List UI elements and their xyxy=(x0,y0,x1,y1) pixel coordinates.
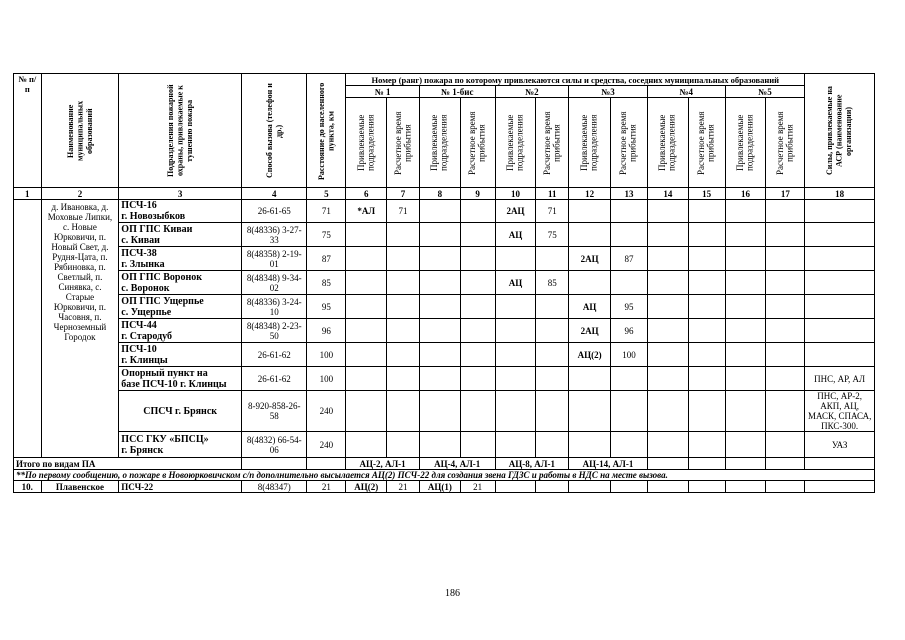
time-cell xyxy=(460,367,495,391)
last-row-phone: 8(48347) xyxy=(242,481,307,493)
unit-location: базе ПСЧ-10 г. Клинцы xyxy=(121,378,227,390)
forces-cell xyxy=(346,367,387,391)
time-cell xyxy=(688,295,725,319)
unit-cell xyxy=(119,432,242,458)
sub-time: Расчетное время прибытия xyxy=(536,98,569,188)
forces-cell xyxy=(419,200,460,223)
table-row xyxy=(14,247,875,271)
time-cell xyxy=(460,432,495,458)
unit-cell xyxy=(119,367,242,391)
table-row xyxy=(14,200,875,223)
unit-cell xyxy=(119,391,242,432)
col-number: 12 xyxy=(569,188,611,200)
forces-cell xyxy=(346,391,387,432)
forces-cell xyxy=(495,343,536,367)
asr-cell xyxy=(805,223,875,247)
last-row-num: 10. xyxy=(14,481,42,493)
note-row xyxy=(14,470,875,481)
table-row xyxy=(14,432,875,458)
forces-cell: *АЛ xyxy=(346,200,387,223)
distance-cell: 71 xyxy=(307,200,346,223)
time-cell xyxy=(766,319,805,343)
column-number-row xyxy=(14,188,875,200)
forces-cell xyxy=(495,432,536,458)
rank-5: №5 xyxy=(725,86,805,98)
sub-units: Привлекаемые подразделения xyxy=(725,98,766,188)
forces-cell xyxy=(419,343,460,367)
col-number: 9 xyxy=(460,188,495,200)
last-row-r1bis-time: 21 xyxy=(460,481,495,493)
unit-name: ПСЧ-16 xyxy=(121,200,157,211)
forces-cell xyxy=(419,271,460,295)
totals-row xyxy=(14,458,875,470)
header-units: Подразделения пожарной охраны, привлекаемые к тушению пожара xyxy=(119,74,242,188)
time-cell: 71 xyxy=(387,200,420,223)
phone-cell: 8(48336) 3-27-33 xyxy=(242,223,307,247)
sub-units: Привлекаемые подразделения xyxy=(647,98,688,188)
forces-cell xyxy=(647,391,688,432)
forces-cell xyxy=(725,319,766,343)
forces-cell xyxy=(647,200,688,223)
unit-name: СПСЧ г. Брянск xyxy=(143,405,218,417)
header-municipalities: Наименование муниципальных образований xyxy=(41,74,119,188)
asr-cell xyxy=(805,200,875,223)
forces-cell: 2АЦ xyxy=(569,247,611,271)
time-cell xyxy=(766,223,805,247)
last-row-r1bis: АЦ(1) xyxy=(419,481,460,493)
phone-cell: 8-920-858-26-58 xyxy=(242,391,307,432)
forces-cell xyxy=(495,247,536,271)
rank-4: №4 xyxy=(647,86,725,98)
forces-cell: АЦ xyxy=(569,295,611,319)
last-row-unit: ПСЧ-22 xyxy=(119,481,242,493)
forces-cell xyxy=(569,391,611,432)
totals-rank-2: АЦ-8, АЛ-1 xyxy=(495,458,569,470)
col-number: 3 xyxy=(119,188,242,200)
forces-cell xyxy=(569,432,611,458)
table-row xyxy=(14,271,875,295)
sub-units: Привлекаемые подразделения xyxy=(495,98,536,188)
forces-cell xyxy=(346,271,387,295)
unit-location: г. Новозыбков xyxy=(121,211,186,222)
last-row-r1: АЦ(2) xyxy=(346,481,387,493)
phone-cell: 8(48336) 3-24-10 xyxy=(242,295,307,319)
forces-cell xyxy=(569,200,611,223)
forces-cell xyxy=(419,432,460,458)
time-cell: 71 xyxy=(536,200,569,223)
unit-cell xyxy=(119,343,242,367)
col-number: 13 xyxy=(611,188,648,200)
time-cell xyxy=(387,223,420,247)
time-cell xyxy=(766,271,805,295)
forces-cell xyxy=(569,271,611,295)
time-cell xyxy=(536,295,569,319)
forces-cell xyxy=(346,295,387,319)
time-cell xyxy=(766,367,805,391)
forces-cell xyxy=(647,271,688,295)
forces-cell xyxy=(725,295,766,319)
table-row xyxy=(14,223,875,247)
table-row xyxy=(14,343,875,367)
unit-cell xyxy=(119,223,242,247)
forces-cell xyxy=(569,223,611,247)
phone-cell: 8(48348) 9-34-02 xyxy=(242,271,307,295)
sub-time: Расчетное время прибытия xyxy=(460,98,495,188)
rank-3: №3 xyxy=(569,86,648,98)
distance-cell: 100 xyxy=(307,367,346,391)
time-cell xyxy=(387,391,420,432)
time-cell xyxy=(387,295,420,319)
unit-name: ПСЧ-44 xyxy=(121,319,157,331)
distance-cell: 75 xyxy=(307,223,346,247)
time-cell xyxy=(611,223,648,247)
time-cell xyxy=(688,223,725,247)
fire-forces-table xyxy=(13,73,875,493)
forces-cell: 2АЦ xyxy=(495,200,536,223)
distance-cell: 240 xyxy=(307,391,346,432)
forces-cell xyxy=(346,432,387,458)
time-cell: 96 xyxy=(611,319,648,343)
phone-cell: 26-61-65 xyxy=(242,200,307,223)
forces-cell xyxy=(495,391,536,432)
asr-cell xyxy=(805,247,875,271)
asr-cell: ПНС, АР-2, АКП, АЦ, МАСК, СПАСА, ПКС-300. xyxy=(805,391,875,432)
asr-cell xyxy=(805,343,875,367)
sub-time: Расчетное время прибытия xyxy=(387,98,420,188)
header-fire-rank: Номер (ранг) пожара по которому привлекаются силы и средства, соседних муниципальных образований xyxy=(346,74,805,86)
time-cell xyxy=(766,432,805,458)
time-cell: 100 xyxy=(611,343,648,367)
last-row-dist: 21 xyxy=(307,481,346,493)
time-cell xyxy=(611,271,648,295)
col-number: 11 xyxy=(536,188,569,200)
forces-cell xyxy=(725,247,766,271)
time-cell: 95 xyxy=(611,295,648,319)
time-cell xyxy=(387,271,420,295)
time-cell xyxy=(766,391,805,432)
phone-cell: 26-61-62 xyxy=(242,367,307,391)
forces-cell xyxy=(725,432,766,458)
note-text: **По первому сообщению, о пожаре в Новоюрковичском с/п дополнительно высылается АЦ(2) ПСЧ-22 для создания звена ГДЗС и работы в НДС на месте вызова. xyxy=(14,470,875,481)
unit-name: Опорный пункт на xyxy=(121,367,208,379)
asr-cell: ПНС, АР, АЛ xyxy=(805,367,875,391)
unit-location: г. Злынка xyxy=(121,258,165,270)
distance-cell: 87 xyxy=(307,247,346,271)
sub-time: Расчетное время прибытия xyxy=(611,98,648,188)
time-cell xyxy=(688,391,725,432)
time-cell xyxy=(387,319,420,343)
totals-rank-1: АЦ-2, АЛ-1 xyxy=(346,458,420,470)
time-cell xyxy=(688,200,725,223)
time-cell xyxy=(387,367,420,391)
time-cell xyxy=(387,247,420,271)
forces-cell xyxy=(569,367,611,391)
header-distance: Расстояние до населенного пункта, км xyxy=(307,74,346,188)
totals-rank-1-bis: АЦ-4, АЛ-1 xyxy=(419,458,495,470)
time-cell xyxy=(766,343,805,367)
settlements-list: д. Ивановка, д. Моховые Липки, с. Новые Юрковичи, п. Новый Свет, д. Рудня-Цата, п. Рябиновка, п. Светлый, п. Синявка, с. Старые Юрковичи, п. Часовня, п. Черноземный Городок xyxy=(41,200,119,458)
time-cell xyxy=(766,247,805,271)
forces-cell: 2АЦ xyxy=(569,319,611,343)
time-cell xyxy=(688,247,725,271)
sub-time: Расчетное время прибытия xyxy=(766,98,805,188)
unit-location: г. Клинцы xyxy=(121,354,168,366)
time-cell xyxy=(460,295,495,319)
unit-cell xyxy=(119,271,242,295)
time-cell xyxy=(460,247,495,271)
forces-cell: АЦ(2) xyxy=(569,343,611,367)
distance-cell: 95 xyxy=(307,295,346,319)
forces-cell xyxy=(495,367,536,391)
table-row xyxy=(14,367,875,391)
forces-cell xyxy=(346,223,387,247)
col-number: 4 xyxy=(242,188,307,200)
col-number: 8 xyxy=(419,188,460,200)
col-number: 18 xyxy=(805,188,875,200)
forces-cell: АЦ xyxy=(495,271,536,295)
col-number: 7 xyxy=(387,188,420,200)
time-cell xyxy=(536,343,569,367)
time-cell xyxy=(387,432,420,458)
time-cell xyxy=(460,223,495,247)
forces-cell xyxy=(419,367,460,391)
unit-location: с. Воронок xyxy=(121,282,170,294)
time-cell xyxy=(536,319,569,343)
forces-cell xyxy=(647,247,688,271)
forces-cell xyxy=(725,367,766,391)
time-cell xyxy=(611,391,648,432)
page-number: 186 xyxy=(445,588,460,599)
forces-cell xyxy=(495,319,536,343)
totals-label: Итого по видам ПА xyxy=(14,458,242,470)
unit-name: ОП ГПС Ущерпье xyxy=(121,295,204,307)
time-cell xyxy=(611,367,648,391)
unit-cell xyxy=(119,319,242,343)
time-cell xyxy=(460,343,495,367)
time-cell xyxy=(688,319,725,343)
unit-name: ПСС ГКУ «БПСЦ» xyxy=(121,433,209,445)
sub-time: Расчетное время прибытия xyxy=(688,98,725,188)
sub-units: Привлекаемые подразделения xyxy=(419,98,460,188)
asr-cell xyxy=(805,295,875,319)
time-cell xyxy=(688,271,725,295)
unit-name: ОП ГПС Воронок xyxy=(121,271,202,283)
asr-cell xyxy=(805,271,875,295)
asr-cell: УАЗ xyxy=(805,432,875,458)
forces-cell xyxy=(419,391,460,432)
unit-location: г. Стародуб xyxy=(121,330,173,342)
time-cell: 87 xyxy=(611,247,648,271)
table-row xyxy=(14,391,875,432)
unit-location: с. Киваи xyxy=(121,234,160,246)
col-number: 17 xyxy=(766,188,805,200)
time-cell xyxy=(387,343,420,367)
time-cell xyxy=(688,432,725,458)
time-cell: 85 xyxy=(536,271,569,295)
phone-cell: 8(48348) 2-23-50 xyxy=(242,319,307,343)
forces-cell xyxy=(647,295,688,319)
forces-cell xyxy=(725,200,766,223)
header-num: № п/п xyxy=(14,74,42,188)
unit-name: ПСЧ-10 xyxy=(121,343,157,355)
time-cell xyxy=(460,200,495,223)
col-number: 10 xyxy=(495,188,536,200)
time-cell xyxy=(460,391,495,432)
sub-units: Привлекаемые подразделения xyxy=(569,98,611,188)
time-cell xyxy=(536,391,569,432)
forces-cell xyxy=(725,223,766,247)
forces-cell xyxy=(725,391,766,432)
forces-cell xyxy=(647,367,688,391)
unit-cell xyxy=(119,295,242,319)
forces-cell xyxy=(647,319,688,343)
time-cell xyxy=(766,295,805,319)
forces-cell xyxy=(495,295,536,319)
phone-cell: 8(4832) 66-54-06 xyxy=(242,432,307,458)
forces-cell xyxy=(346,319,387,343)
phone-cell: 26-61-62 xyxy=(242,343,307,367)
table-row xyxy=(14,295,875,319)
last-row-r1-time: 21 xyxy=(387,481,420,493)
distance-cell: 240 xyxy=(307,432,346,458)
time-cell xyxy=(688,367,725,391)
totals-rank-3: АЦ-14, АЛ-1 xyxy=(569,458,648,470)
forces-cell xyxy=(346,247,387,271)
rank-2: №2 xyxy=(495,86,569,98)
table-row xyxy=(14,319,875,343)
time-cell xyxy=(460,271,495,295)
forces-cell xyxy=(647,343,688,367)
time-cell xyxy=(688,343,725,367)
time-cell: 75 xyxy=(536,223,569,247)
col-number: 16 xyxy=(725,188,766,200)
time-cell xyxy=(536,247,569,271)
row-number-cell xyxy=(14,200,42,458)
phone-cell: 8(48358) 2-19-01 xyxy=(242,247,307,271)
unit-cell xyxy=(119,200,242,223)
unit-name: ПСЧ-38 xyxy=(121,247,157,259)
last-row-name: Плавенское xyxy=(41,481,119,493)
col-number: 14 xyxy=(647,188,688,200)
distance-cell: 96 xyxy=(307,319,346,343)
forces-cell xyxy=(647,432,688,458)
col-number: 5 xyxy=(307,188,346,200)
time-cell xyxy=(460,319,495,343)
last-row xyxy=(14,481,875,493)
forces-cell: АЦ xyxy=(495,223,536,247)
forces-cell xyxy=(647,223,688,247)
sub-units: Привлекаемые подразделения xyxy=(346,98,387,188)
unit-location: с. Ущерпье xyxy=(121,306,172,318)
col-number: 1 xyxy=(14,188,42,200)
forces-cell xyxy=(419,223,460,247)
rank-1-bis: № 1-бис xyxy=(419,86,495,98)
time-cell xyxy=(536,367,569,391)
forces-cell xyxy=(725,343,766,367)
header-call-method: Способ вызова (телефон и др.) xyxy=(242,74,307,188)
forces-cell xyxy=(419,319,460,343)
forces-cell xyxy=(346,343,387,367)
header-asr: Силы, привлекаемые на АСР (наименование организации) xyxy=(805,74,875,188)
time-cell xyxy=(766,200,805,223)
rank-1: № 1 xyxy=(346,86,420,98)
time-cell xyxy=(611,432,648,458)
col-number: 2 xyxy=(41,188,119,200)
unit-name: ОП ГПС Киваи xyxy=(121,223,193,235)
unit-cell xyxy=(119,247,242,271)
col-number: 15 xyxy=(688,188,725,200)
asr-cell xyxy=(805,319,875,343)
distance-cell: 100 xyxy=(307,343,346,367)
col-number: 6 xyxy=(346,188,387,200)
forces-cell xyxy=(725,271,766,295)
forces-cell xyxy=(419,247,460,271)
forces-cell xyxy=(419,295,460,319)
distance-cell: 85 xyxy=(307,271,346,295)
time-cell xyxy=(536,432,569,458)
time-cell xyxy=(611,200,648,223)
unit-location: г. Брянск xyxy=(121,444,164,456)
